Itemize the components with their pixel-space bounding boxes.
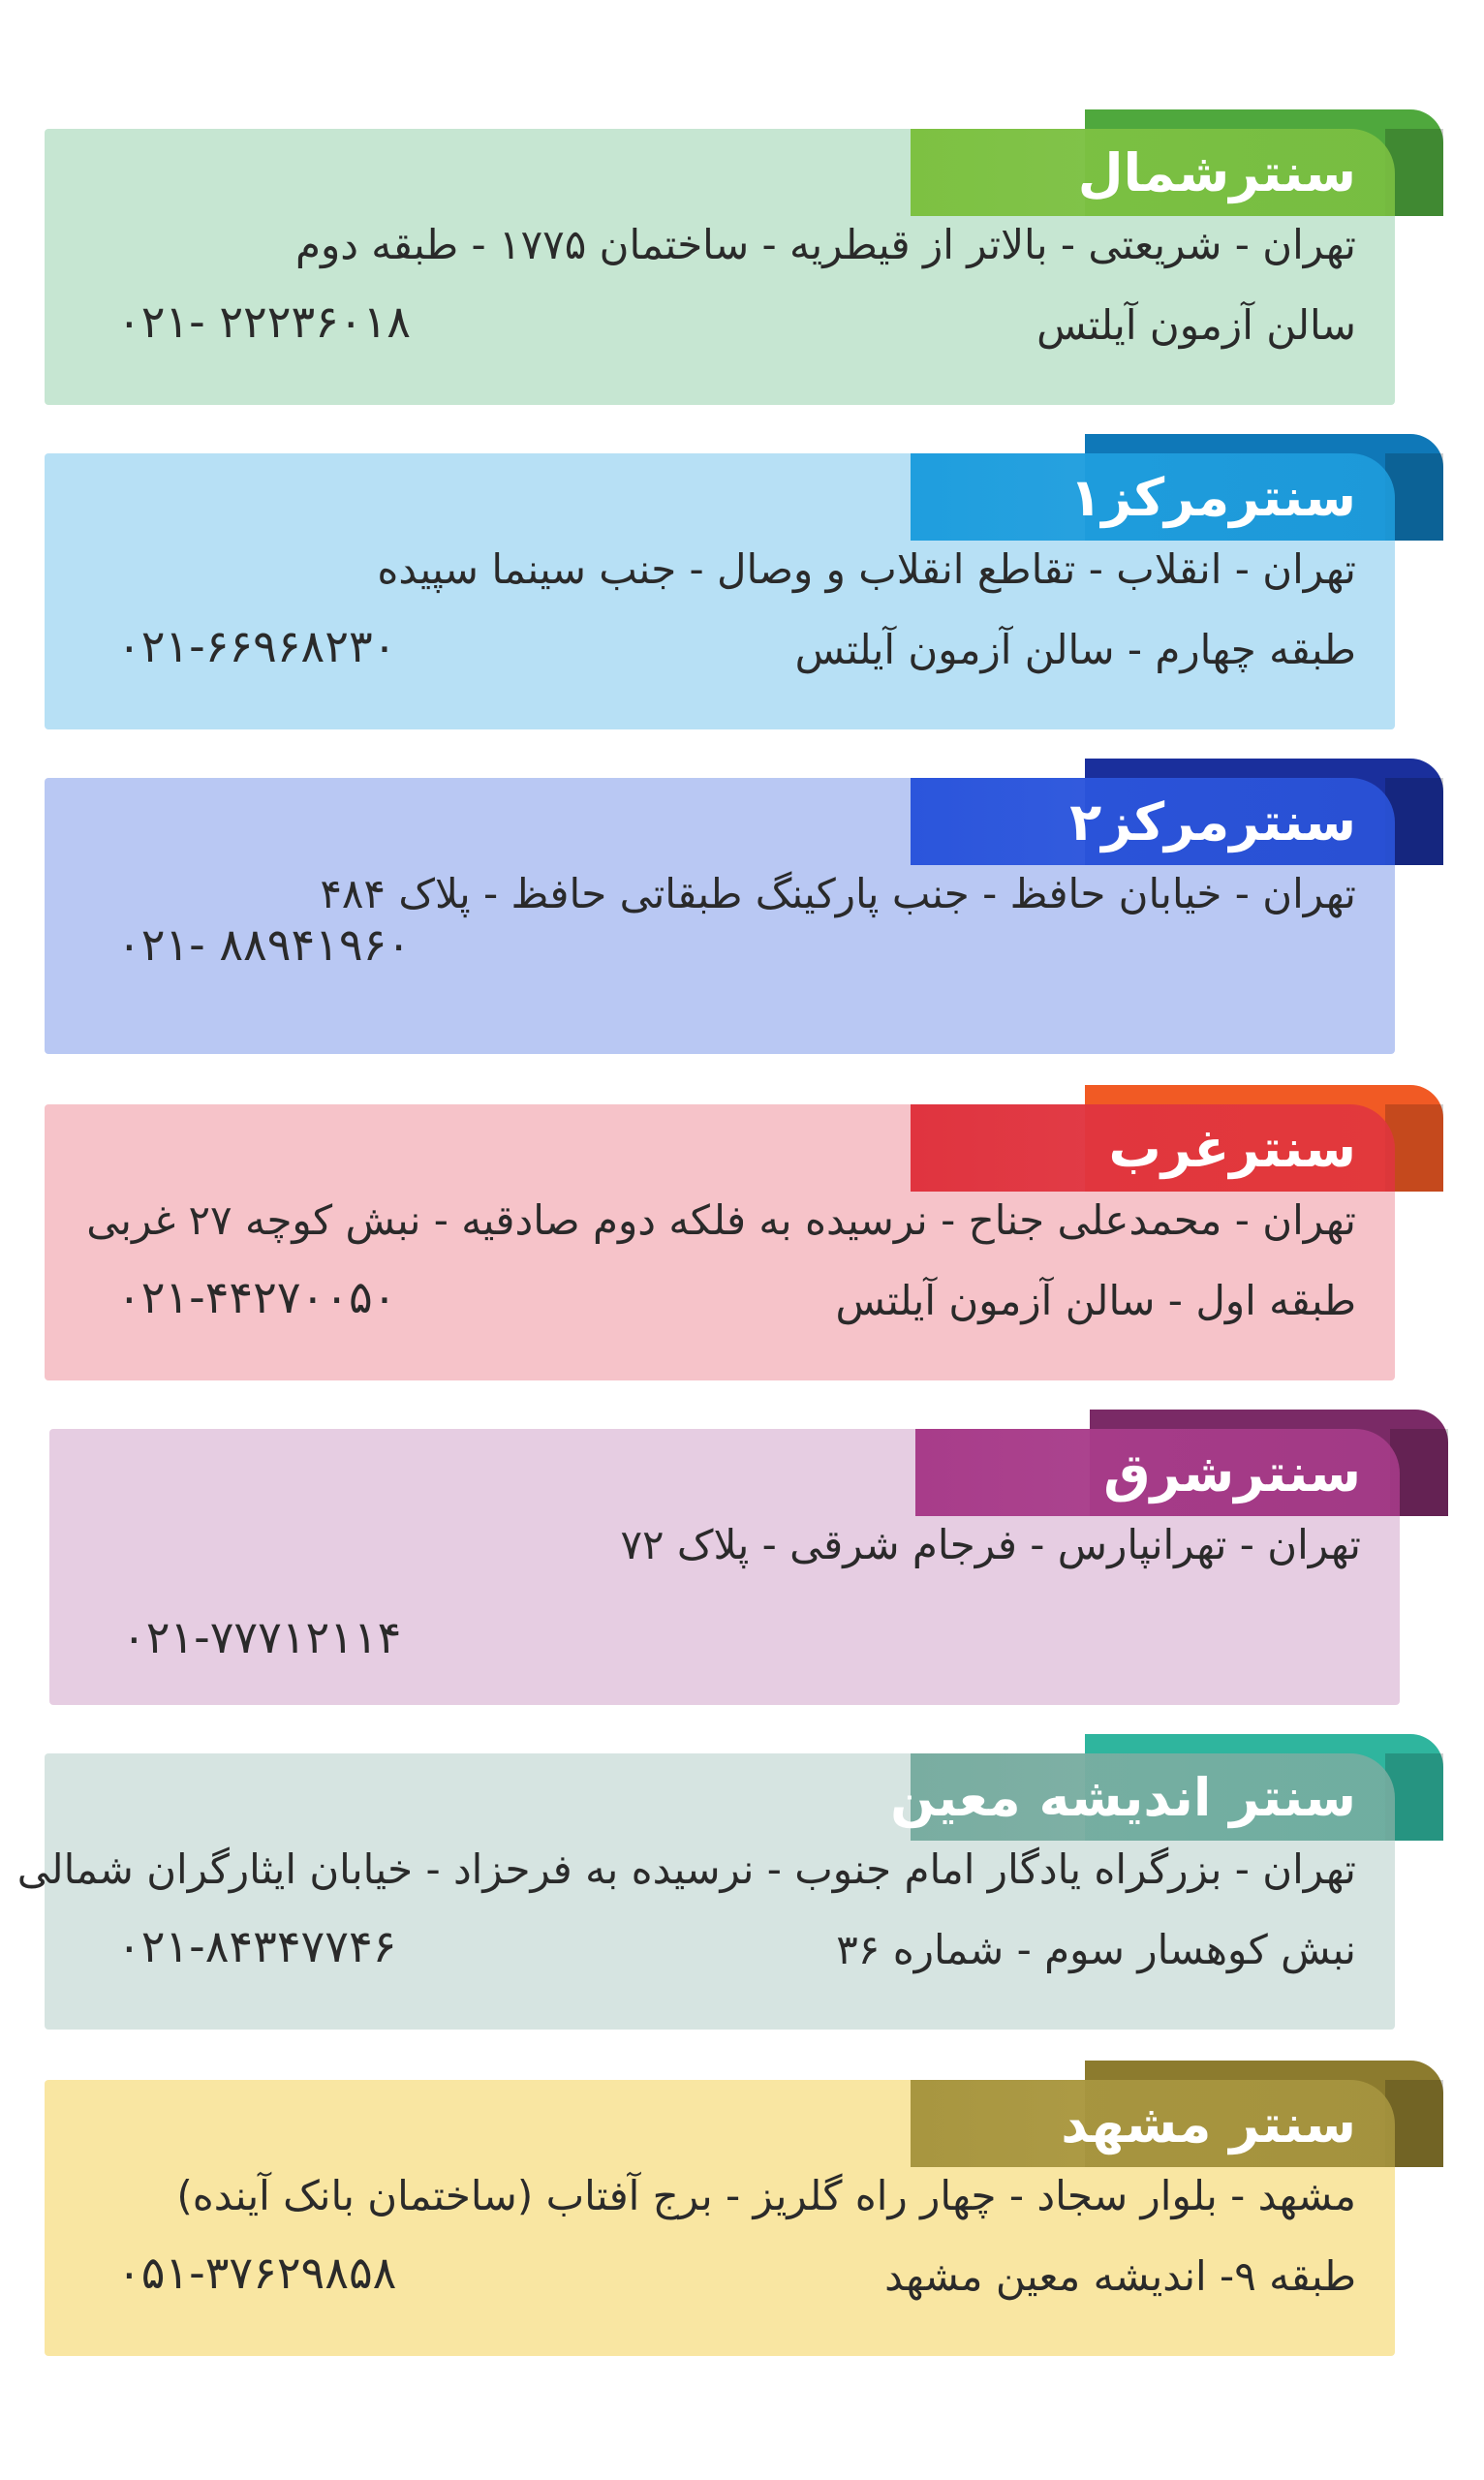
phone-number[interactable]: ۰۲۱-۷۷۷۱۲۱۱۴ xyxy=(122,1611,402,1663)
title-tab xyxy=(915,1429,1400,1516)
address-line-1: تهران - خیابان حافظ - جنب پارکینگ طبقاتی حافظ - پلاک ۴۸۴ xyxy=(320,870,1356,917)
phone-number[interactable]: ۰۲۱-۸۴۳۴۷۷۴۶ xyxy=(117,1920,397,1972)
address-line-1: مشهد - بلوار سجاد - چهار راه گلریز - برج آفتاب (ساختمان بانک آینده) xyxy=(176,2172,1356,2219)
address-line-2: طبقه ۹- اندیشه معین مشهد xyxy=(884,2252,1356,2300)
address-line-1: تهران - شریعتی - بالاتر از قیطریه - ساختمان ۱۷۷۵ - طبقه دوم xyxy=(294,221,1356,268)
address-line-2: طبقه چهارم - سالن آزمون آیلتس xyxy=(794,626,1356,673)
center-title: سنترشمال xyxy=(1077,141,1356,203)
title-tab xyxy=(911,453,1395,541)
title-tab xyxy=(911,2080,1395,2167)
center-title: سنتر اندیشه معین xyxy=(890,1766,1356,1828)
address-line-1: تهران - محمدعلی جناح - نرسیده به فلکه دوم صادقیه - نبش کوچه ۲۷ غربی xyxy=(86,1196,1356,1244)
address-line-1: تهران - تهرانپارس - فرجام شرقی - پلاک ۷۲ xyxy=(620,1521,1361,1568)
center-card-andisheh-moein xyxy=(16,1753,1395,2030)
center-title: سنترشرق xyxy=(1103,1442,1361,1504)
phone-number[interactable]: ۰۲۱-۶۶۹۶۸۲۳۰ xyxy=(117,620,397,672)
center-title: سنترمرکز۲ xyxy=(1069,790,1356,852)
center-card-gharb xyxy=(45,1104,1395,1380)
center-title: سنترغرب xyxy=(1108,1117,1356,1179)
title-tab xyxy=(890,1753,1395,1841)
center-card-markaz-1 xyxy=(45,453,1395,729)
phone-number[interactable]: ۰۲۱-۴۴۲۷۰۰۵۰ xyxy=(117,1271,397,1323)
address-line-2: طبقه اول - سالن آزمون آیلتس xyxy=(835,1277,1356,1324)
address-line-2: سالن آزمون آیلتس xyxy=(1036,301,1356,349)
address-line-1: تهران - انقلاب - تقاطع انقلاب و وصال - جنب سینما سپیده xyxy=(377,545,1356,593)
center-card-markaz-2 xyxy=(45,778,1395,1054)
center-card-mashhad xyxy=(45,2080,1395,2356)
phone-number[interactable]: ۰۵۱-۳۷۶۲۹۸۵۸ xyxy=(117,2247,397,2299)
address-line-2: نبش کوهسار سوم - شماره ۳۶ xyxy=(836,1926,1356,1973)
title-tab xyxy=(911,1104,1395,1192)
title-tab xyxy=(911,129,1395,216)
center-card-shomal xyxy=(45,129,1395,405)
phone-number[interactable]: ۰۲۱- ۸۸۹۴۱۹۶۰ xyxy=(117,918,411,971)
center-card-shargh xyxy=(49,1429,1400,1705)
phone-number[interactable]: ۰۲۱- ۲۲۲۳۶۰۱۸ xyxy=(117,295,411,348)
address-line-1: تهران - بزرگراه یادگار امام جنوب - نرسیده به فرحزاد - خیابان ایثارگران شمالی xyxy=(16,1845,1356,1893)
center-title: سنتر مشهد xyxy=(1061,2092,1356,2154)
title-tab xyxy=(911,778,1395,865)
center-title: سنترمرکز۱ xyxy=(1069,466,1356,528)
